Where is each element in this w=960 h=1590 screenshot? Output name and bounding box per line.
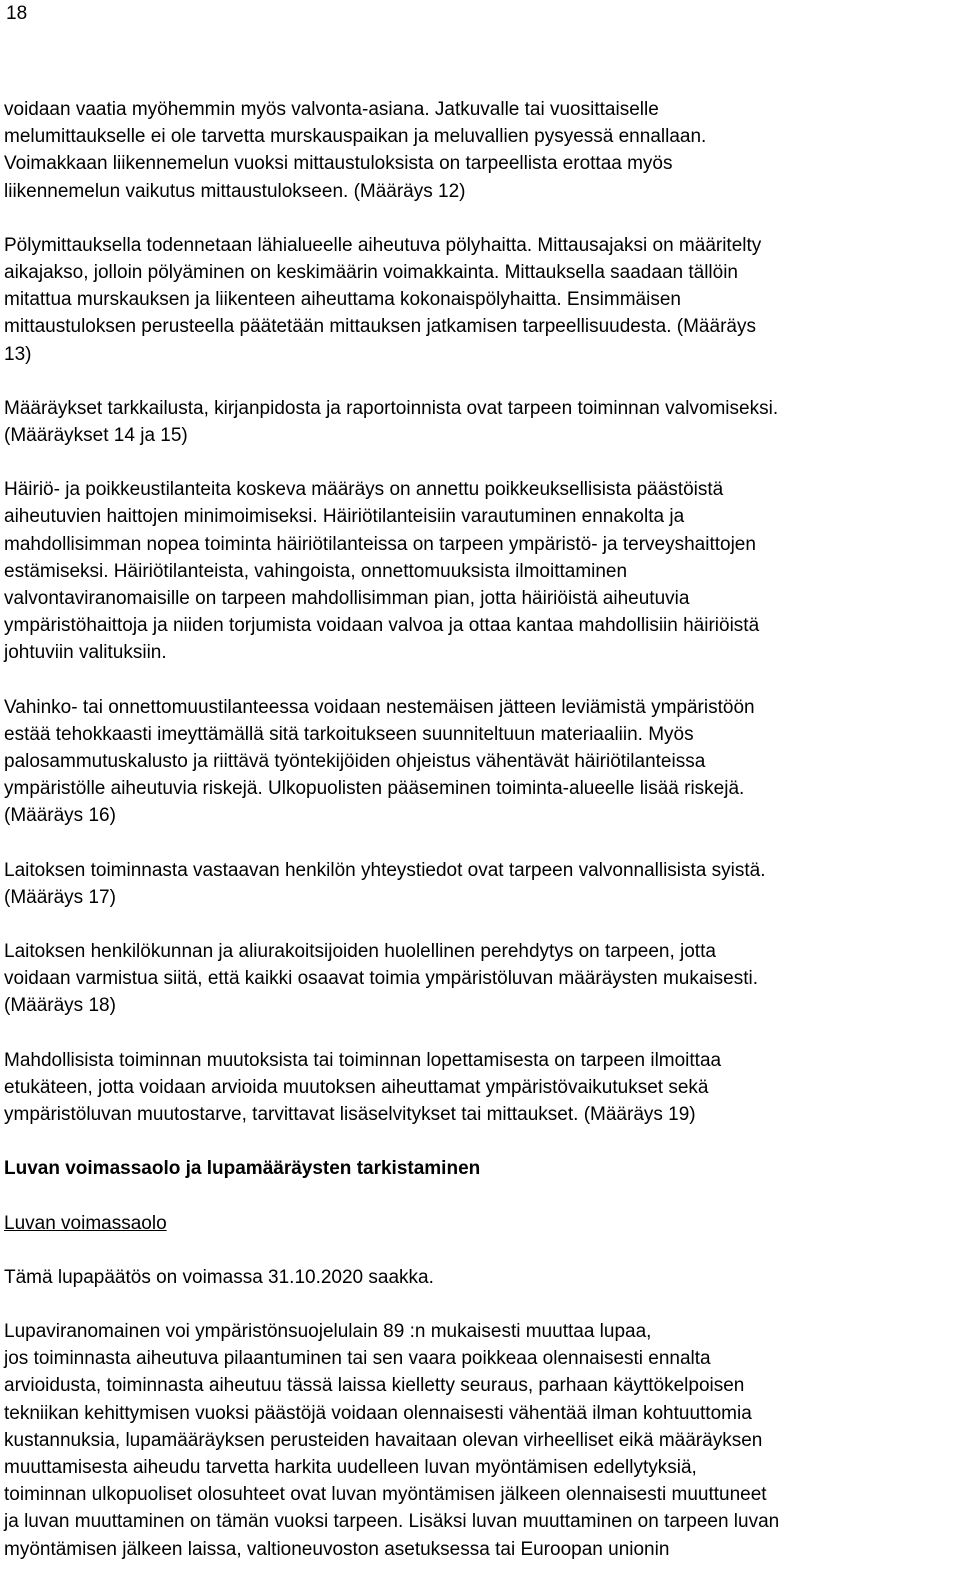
document-body [4,96,954,1590]
text-line: (Määräykset 14 ja 15) [4,425,188,447]
text-line: johtuviin valituksiin. [4,642,167,664]
text-line: myöntämisen jälkeen laissa, valtioneuvoston asetuksessa tai Euroopan unionin [4,1538,670,1560]
text-line: (Määräys 18) [4,995,116,1017]
paragraph-staff-orientation [4,938,954,1020]
text-line: ympäristöluvan muutostarve, tarvittavat lisäselvitykset tai mittaukset. (Määräys 19) [4,1104,696,1126]
text-line: Vahinko- tai onnettomuustilanteessa voidaan nestemäisen jätteen leviämistä ympäristöön [4,696,755,718]
text-line: 13) [4,343,32,365]
text-line: (Määräys 16) [4,805,116,827]
text-line: mitattua murskauksen ja liikenteen aiheuttama kokonaispölyhaitta. Ensimmäisen [4,289,681,311]
section-subheading: Luvan voimassaolo [4,1212,167,1234]
paragraph-noise-monitoring [4,96,954,205]
text-line: Laitoksen henkilökunnan ja aliurakoitsijoiden huolellinen perehdytys on tarpeen, jotta [4,941,716,963]
text-line: liikennemelun vaikutus mittaustulokseen. (Määräys 12) [4,180,466,202]
text-line: Mahdollisista toiminnan muutoksista tai toiminnan lopettamisesta on tarpeen ilmoittaa [4,1049,722,1071]
paragraph-dust-measurement [4,232,954,368]
text-line: Häiriö- ja poikkeustilanteita koskeva määräys on annettu poikkeuksellisista päästöistä [4,479,724,501]
text-line: jos toiminnasta aiheutuva pilaantuminen tai sen vaara poikkeaa olennaisesti ennalta [4,1348,711,1370]
paragraph-reporting [4,395,954,449]
text-line: aikajakso, jolloin pölyäminen on keskimäärin voimakkainta. Mittauksella saadaan tällöin [4,262,738,284]
text-line: ympäristölle aiheutuvia riskejä. Ulkopuolisten pääseminen toiminta-alueelle lisää riskejä. [4,778,745,800]
text-line: Pölymittauksella todennetaan lähialueelle aiheutuva pölyhaitta. Mittausajaksi on määritelty [4,234,762,256]
text-line: estää tehokkaasti imeyttämällä sitä tarkoitukseen suunniteltuun materiaaliin. Myös [4,723,694,745]
paragraph-permit-amendment [4,1318,954,1563]
paragraph-validity [4,1264,954,1291]
paragraph-disturbances [4,476,954,666]
text-line: kustannuksia, lupamääräyksen perusteiden havaitaan olevan virheelliset eikä määräyksen [4,1429,763,1451]
text-line: valvontaviranomaisille on tarpeen mahdollisimman pian, jotta häiriöistä aiheutuvia [4,588,690,610]
text-line: Laitoksen toiminnasta vastaavan henkilön yhteystiedot ovat tarpeen valvonnallisista syistä. [4,859,766,881]
text-line: mahdollisimman nopea toiminta häiriötilanteissa on tarpeen ympäristö- ja terveyshaittojen [4,533,756,555]
page-number: 18 [6,3,28,24]
text-line: mittaustuloksen perusteella päätetään mittauksen jatkamisen tarpeellisuudesta. (Määräys [4,316,756,338]
text-line: melumittaukselle ei ole tarvetta murskauspaikan ja meluvallien pysyessä ennallaan. [4,126,707,148]
text-line: ympäristöhaittoja ja niiden torjumista voidaan valvoa ja ottaa kantaa mahdollisiin häiriöistä [4,615,760,637]
text-line: (Määräys 17) [4,886,116,908]
text-line: muuttamisesta aiheudu tarvetta harkita uudelleen luvan myöntämisen edellytyksiä, [4,1456,697,1478]
text-line: tekniikan kehittymisen vuoksi päästöjä voidaan olennaisesti vähentää ilman kohtuuttomia [4,1402,752,1424]
text-line: palosammutuskalusto ja riittävä työntekijöiden ohjeistus vähentävät häiriötilanteissa [4,751,706,773]
text-line: etukäteen, jotta voidaan arvioida muutoksen aiheuttamat ympäristövaikutukset sekä [4,1076,709,1098]
text-line: voidaan varmistua siitä, että kaikki osaavat toimia ympäristöluvan määräysten mukaisesti. [4,968,758,990]
paragraph-accidents [4,694,954,830]
text-line: toiminnan ulkopuoliset olosuhteet ovat luvan myöntämisen jälkeen olennaisesti muuttuneet [4,1484,767,1506]
section-heading: Luvan voimassaolo ja lupamääräysten tarkistaminen [4,1158,481,1180]
text-line: Lupaviranomainen voi ympäristönsuojelulain 89 :n mukaisesti muuttaa lupaa, [4,1320,652,1342]
text-line: estämiseksi. Häiriötilanteista, vahingoista, onnettomuuksista ilmoittaminen [4,560,628,582]
paragraph-changes-notification [4,1047,954,1129]
text-line: Voimakkaan liikennemelun vuoksi mittaustuloksista on tarpeellista erottaa myös [4,153,673,175]
text-line: voidaan vaatia myöhemmin myös valvonta-asiana. Jatkuvalle tai vuosittaiselle [4,99,659,120]
text-line: Määräykset tarkkailusta, kirjanpidosta ja raportoinnista ovat tarpeen toiminnan valvomiseksi. [4,397,779,419]
text-line: arvioidusta, toiminnasta aiheutuu tässä laissa kielletty seuraus, parhaan käyttökelpoisen [4,1375,745,1397]
paragraph-contact-person [4,857,954,911]
text-line: ja luvan muuttaminen on tämän vuoksi tarpeen. Lisäksi luvan muuttaminen on tarpeen luvan [4,1511,780,1533]
text-line: aiheutuvien haittojen minimoimiseksi. Häiriötilanteisiin varautuminen ennakolta ja [4,506,685,528]
text-line: Tämä lupapäätös on voimassa 31.10.2020 saakka. [4,1266,434,1288]
